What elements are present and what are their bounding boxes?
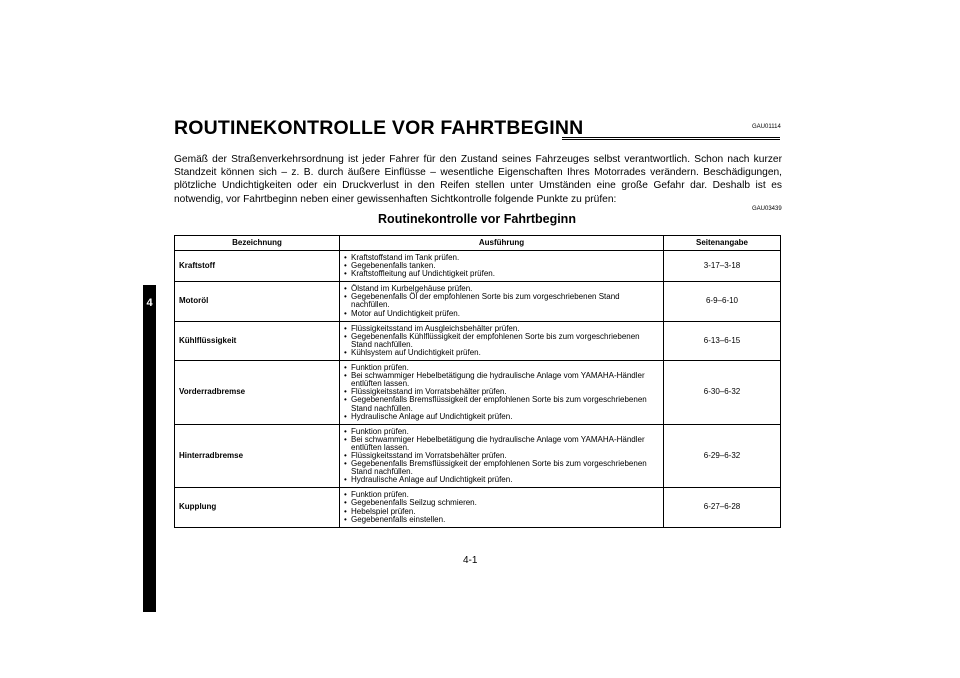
table-row bbox=[175, 361, 781, 425]
page-title: ROUTINEKONTROLLE VOR FAHRTBEGINN bbox=[174, 117, 584, 139]
step-item: • Kühlsystem auf Undichtigkeit prüfen. bbox=[344, 349, 660, 357]
row-pages: 3-17–3-18 bbox=[664, 251, 781, 282]
step-item: • Hydraulische Anlage auf Undichtigkeit prüfen. bbox=[344, 413, 660, 421]
step-item: • Funktion prüfen. bbox=[344, 491, 660, 499]
step-list bbox=[344, 325, 660, 357]
step-list bbox=[344, 491, 660, 523]
step-item: • Gegebenenfalls einstellen. bbox=[344, 516, 660, 524]
row-steps bbox=[340, 321, 664, 360]
row-pages: 6-29–6-32 bbox=[664, 424, 781, 488]
column-header-name: Bezeichnung bbox=[175, 236, 340, 251]
row-name: Motoröl bbox=[175, 282, 340, 321]
chapter-tab bbox=[143, 285, 156, 612]
row-steps bbox=[340, 488, 664, 527]
row-name: Kraftstoff bbox=[175, 251, 340, 282]
step-item: • Funktion prüfen. bbox=[344, 364, 660, 372]
step-item: • Gegebenenfalls Seilzug schmieren. bbox=[344, 499, 660, 507]
step-item: • Hydraulische Anlage auf Undichtigkeit prüfen. bbox=[344, 476, 660, 484]
table-row bbox=[175, 424, 781, 488]
table-row bbox=[175, 488, 781, 527]
step-item: • Flüssigkeitsstand im Vorratsbehälter prüfen. bbox=[344, 452, 660, 460]
row-pages: 6-30–6-32 bbox=[664, 361, 781, 425]
page-number: 4-1 bbox=[463, 555, 478, 566]
row-pages: 6-13–6-15 bbox=[664, 321, 781, 360]
step-item: • Hebelspiel prüfen. bbox=[344, 508, 660, 516]
step-item: • Gegebenenfalls Kühlflüssigkeit der empfohlenen Sorte bis zum vorgeschriebenen Stand nachfüllen. bbox=[344, 333, 660, 349]
step-item: • Kraftstoffstand im Tank prüfen. bbox=[344, 254, 660, 262]
step-list bbox=[344, 364, 660, 421]
row-pages: 6-27–6-28 bbox=[664, 488, 781, 527]
step-item: • Bei schwammiger Hebelbetätigung die hydraulische Anlage vom YAMAHA-Händler entlüften lassen. bbox=[344, 436, 660, 452]
column-header-pages: Seitenangabe bbox=[664, 236, 781, 251]
step-item: • Ölstand im Kurbelgehäuse prüfen. bbox=[344, 285, 660, 293]
step-item: • Motor auf Undichtigkeit prüfen. bbox=[344, 310, 660, 318]
table-row bbox=[175, 282, 781, 321]
row-name: Hinterradbremse bbox=[175, 424, 340, 488]
row-steps bbox=[340, 424, 664, 488]
step-item: • Gegebenenfalls tanken. bbox=[344, 262, 660, 270]
header-reference-code: GAU01114 bbox=[752, 124, 781, 130]
row-steps bbox=[340, 251, 664, 282]
step-item: • Flüssigkeitsstand im Vorratsbehälter prüfen. bbox=[344, 388, 660, 396]
intro-paragraph: Gemäß der Straßenverkehrsordnung ist jeder Fahrer für den Zustand seines Fahrzeuges selbst verantwortlich. Schon nach kurzer Standzeit können sich – z. B. durch äußere Einflüsse – wesentliche Eigenschaften Ihres Motorrades verändern. Beschädigungen, plötzliche Undichtigkeiten oder ein Druckverlust in den Reifen stellen unter Umständen eine große Gefahr dar. Deshalb ist es notwendig, vor Fahrtbeginn neben einer gewissenhaften Sichtkontrolle folgende Punkte zu prüfen: bbox=[174, 154, 782, 205]
step-list bbox=[344, 285, 660, 317]
row-name: Vorderradbremse bbox=[175, 361, 340, 425]
step-item: • Gegebenenfalls Öl der empfohlenen Sorte bis zum vorgeschriebenen Stand nachfüllen. bbox=[344, 293, 660, 309]
step-item: • Flüssigkeitsstand im Ausgleichsbehälter prüfen. bbox=[344, 325, 660, 333]
step-item: • Gegebenenfalls Bremsflüssigkeit der empfohlenen Sorte bis zum vorgeschriebenen Stand nachfüllen. bbox=[344, 396, 660, 412]
step-list bbox=[344, 428, 660, 485]
title-rule bbox=[562, 137, 780, 140]
table-body bbox=[175, 251, 781, 528]
row-name: Kühlflüssigkeit bbox=[175, 321, 340, 360]
section-title: Routinekontrolle vor Fahrtbeginn bbox=[378, 212, 576, 226]
step-item: • Funktion prüfen. bbox=[344, 428, 660, 436]
table-row bbox=[175, 321, 781, 360]
row-steps bbox=[340, 361, 664, 425]
row-name: Kupplung bbox=[175, 488, 340, 527]
table-row bbox=[175, 251, 781, 282]
step-list bbox=[344, 254, 660, 278]
checklist-table bbox=[174, 235, 781, 528]
step-item: • Gegebenenfalls Bremsflüssigkeit der empfohlenen Sorte bis zum vorgeschriebenen Stand nachfüllen. bbox=[344, 460, 660, 476]
section-reference-code: GAU03439 bbox=[752, 206, 782, 212]
row-steps bbox=[340, 282, 664, 321]
chapter-tab-label: 4 bbox=[146, 297, 153, 309]
step-item: • Kraftstoffleitung auf Undichtigkeit prüfen. bbox=[344, 270, 660, 278]
step-item: • Bei schwammiger Hebelbetätigung die hydraulische Anlage vom YAMAHA-Händler entlüften lassen. bbox=[344, 372, 660, 388]
column-header-steps: Ausführung bbox=[340, 236, 664, 251]
table-header-row bbox=[175, 236, 781, 251]
row-pages: 6-9–6-10 bbox=[664, 282, 781, 321]
